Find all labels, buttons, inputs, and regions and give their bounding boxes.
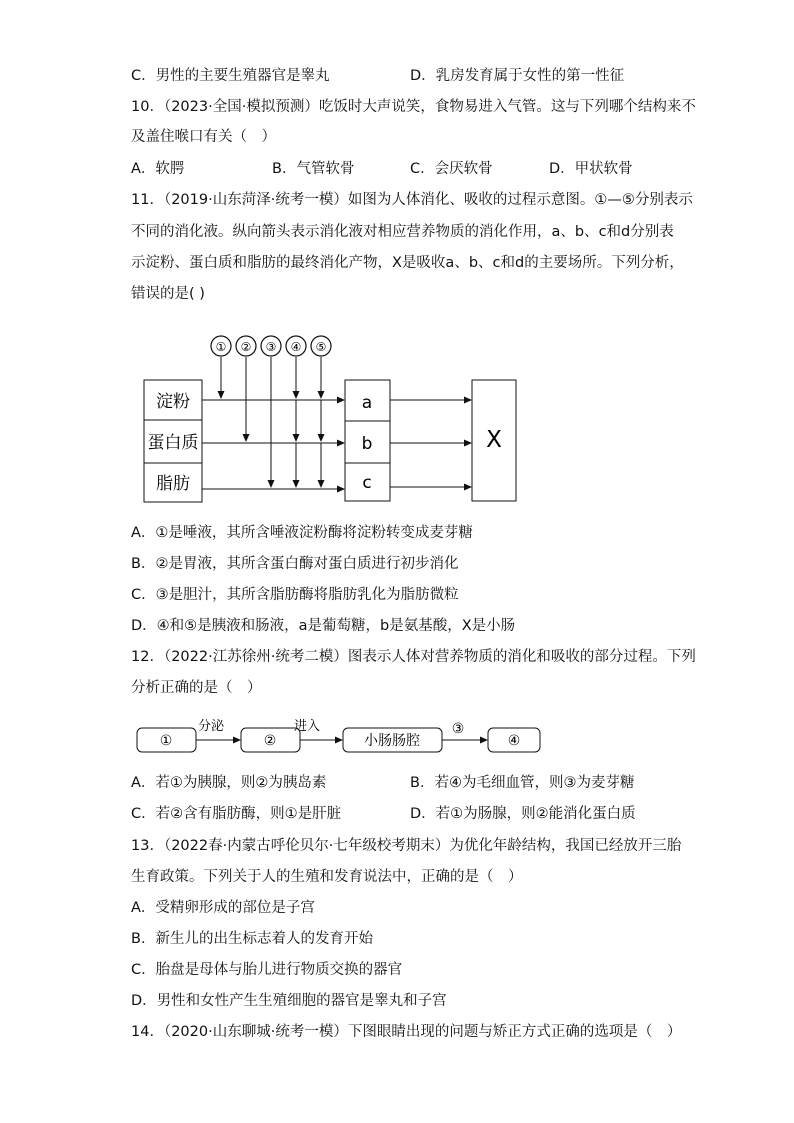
juice-label-5: ⑤ [315,340,327,354]
q13-option-b: B．新生儿的出生标志着人的发育开始 [131,931,373,947]
juice-label-2: ② [240,340,252,354]
q10-option-a: A．软腭 [131,161,185,177]
q13-option-c: C．胎盘是母体与胎儿进行物质交换的器官 [131,962,403,978]
q11-option-a: A．①是唾液，其所含唾液淀粉酶将淀粉转变成麦芽糖 [131,525,473,541]
q11-stem-line4: 错误的是( ) [131,286,205,302]
nutrient-label-starch: 淀粉 [156,392,190,412]
q11-option-d: D．④和⑤是胰液和肠液，a是葡萄糖，b是氨基酸，X是小肠 [131,618,516,634]
q10-stem-line2: 及盖住喉口有关（ ） [131,129,276,145]
flow-box-2-label: ② [263,733,277,749]
q10-option-d: D．甲状软骨 [549,161,633,177]
q12-stem-line2: 分析正确的是（ ） [131,680,262,696]
q10-option-b: B．气管软骨 [272,161,355,177]
q11-stem-line1: 11．（2019·山东菏泽·统考一模）如图为人体消化、吸收的过程示意图。①—⑤分别表示 [131,192,693,208]
flow-arrow-1-label: 分泌 [197,719,225,734]
juice-label-3: ③ [265,340,277,354]
q12-option-b: B．若④为毛细血管，则③为麦芽糖 [410,775,635,791]
q11-stem-line2: 不同的消化液。纵向箭头表示消化液对相应营养物质的消化作用，a、b、c和d分别表 [131,224,674,240]
nutrient-label-fat: 脂肪 [156,474,190,494]
q13-option-d: D．男性和女性产生生殖细胞的器官是睾丸和子宫 [131,993,447,1009]
juice-label-1: ① [215,340,227,354]
product-label-a: a [361,393,373,413]
flow-arrow-2-label: 进入 [293,719,321,734]
product-label-c: c [362,473,372,493]
flow-box-4-label: ④ [507,733,521,749]
q11-stem-line3: 示淀粉、蛋白质和脂肪的最终消化产物，X是吸收a、b、c和d的主要场所。下列分析， [131,255,684,271]
q12-option-c: C．若②含有脂肪酶，则①是肝脏 [131,806,342,822]
q14-stem-line1: 14．（2020·山东聊城·统考一模）下图眼睛出现的问题与矫正方式正确的选项是（ ） [131,1024,682,1040]
q13-option-a: A．受精卵形成的部位是子宫 [131,900,315,916]
q11-option-b: B．②是胃液，其所含蛋白酶对蛋白质进行初步消化 [131,556,459,572]
absorption-site-label: X [486,427,502,453]
q13-stem-line1: 13．（2022春·内蒙古呼伦贝尔·七年级校考期末）为优化年龄结构，我国已经放开三胎 [131,838,682,854]
nutrient-label-protein: 蛋白质 [147,433,199,453]
q12-stem-line1: 12．（2022·江苏徐州·统考二模）图表示人体对营养物质的消化和吸收的部分过程。下列 [131,649,696,665]
q10-option-c: C．会厌软骨 [410,161,493,177]
q10-stem-line1: 10．（2023·全国·模拟预测）吃饭时大声说笑，食物易进入气管。这与下列哪个结构来不 [131,99,696,115]
flow-arrow-3-label: ③ [451,721,465,737]
flow-box-3-label: 小肠肠腔 [364,733,420,749]
q12-option-d: D．若①为肠腺，则②能消化蛋白质 [410,806,636,822]
q11-option-c: C．③是胆汁，其所含脂肪酶将脂肪乳化为脂肪微粒 [131,587,459,603]
flow-box-1-label: ① [159,733,173,749]
q9-option-d: D．乳房发育属于女性的第一性征 [410,68,625,84]
product-label-b: b [361,434,373,454]
q9-option-c: C．男性的主要生殖器官是睾丸 [131,68,330,84]
juice-label-4: ④ [290,340,302,354]
q12-option-a: A．若①为胰腺，则②为胰岛素 [131,775,327,791]
q13-stem-line2: 生育政策。下列关于人的生殖和发育说法中，正确的是（ ） [131,869,523,885]
